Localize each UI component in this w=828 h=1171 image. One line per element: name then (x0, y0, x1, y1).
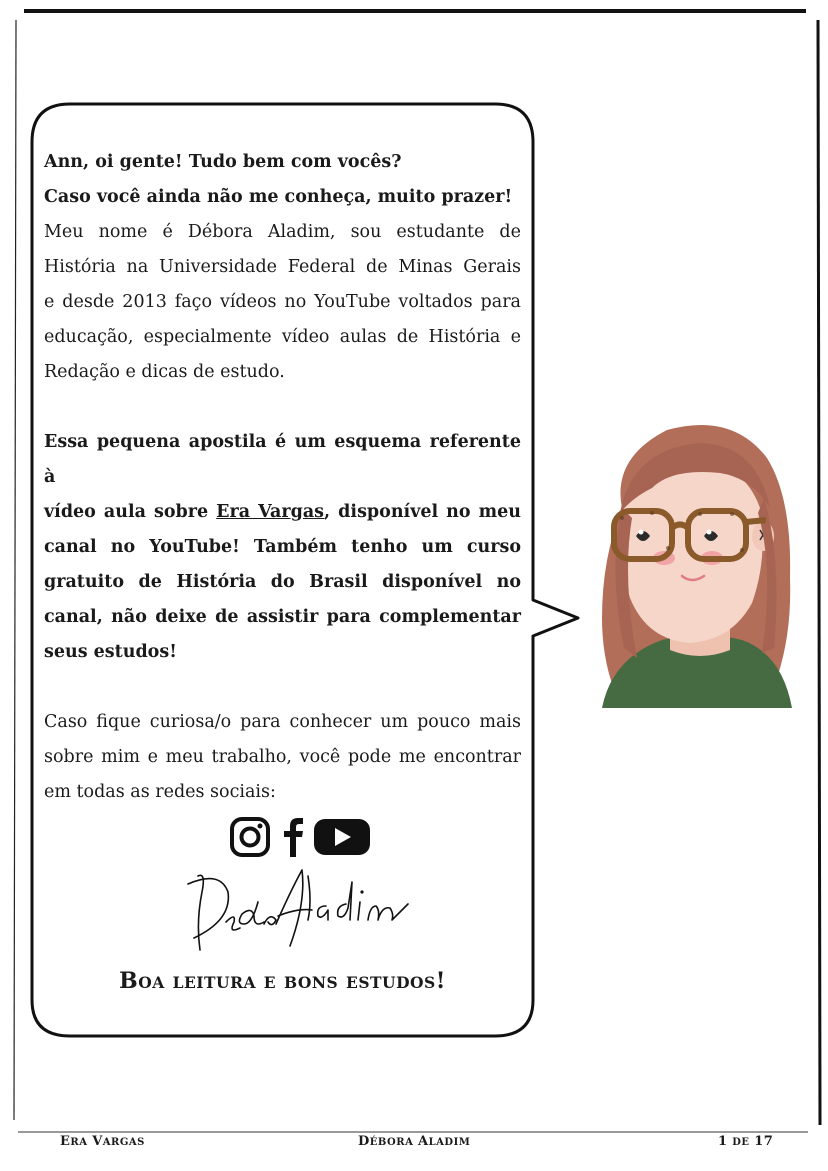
greeting: Ann, oi gente! Tudo bem com vocês? (44, 152, 402, 172)
footer-page-number: 1 DE 17 (718, 1134, 774, 1149)
signature (180, 862, 420, 954)
closing-message: BOA LEITURA E BONS ESTUDOS! (119, 968, 446, 994)
facebook-icon[interactable] (284, 818, 303, 857)
apostila-line: canal, não deixe de assistir para complementar (44, 607, 521, 627)
intro-line: e desde 2013 faço vídeos no YouTube voltados para (44, 292, 521, 312)
apostila-line: Essa pequena apostila é um esquema referente à (44, 432, 521, 487)
author-portrait (592, 418, 802, 728)
footer-author: DÉBORA ALADIM (358, 1134, 471, 1149)
intro-line: História na Universidade Federal de Minas Gerais (44, 257, 521, 277)
apostila-line: gratuito de História do Brasil disponível no (44, 572, 521, 592)
greeting-2: Caso você ainda não me conheça, muito prazer! (44, 187, 513, 207)
apostila-line: seus estudos! (44, 642, 177, 662)
intro-line: Redação e dicas de estudo. (44, 362, 285, 382)
era-vargas-link[interactable]: Era Vargas (216, 502, 325, 522)
social-intro-line: em todas as redes sociais: (44, 782, 276, 802)
apostila-line: vídeo aula sobre Era Vargas, disponível no meu (44, 502, 521, 522)
social-icons (230, 815, 375, 859)
apostila-line: canal no YouTube! Também tenho um curso (44, 537, 521, 557)
instagram-icon[interactable] (232, 819, 268, 855)
bubble-text (44, 145, 521, 810)
footer-title: ERA VARGAS (60, 1134, 145, 1149)
social-intro-line: Caso fique curiosa/o para conhecer um pouco mais (44, 712, 521, 732)
social-intro-line: sobre mim e meu trabalho, você pode me encontrar (44, 747, 521, 767)
intro-line: Meu nome é Débora Aladim, sou estudante de (44, 222, 521, 242)
youtube-icon[interactable] (314, 819, 370, 855)
intro-line: educação, especialmente vídeo aulas de História e (44, 327, 521, 347)
